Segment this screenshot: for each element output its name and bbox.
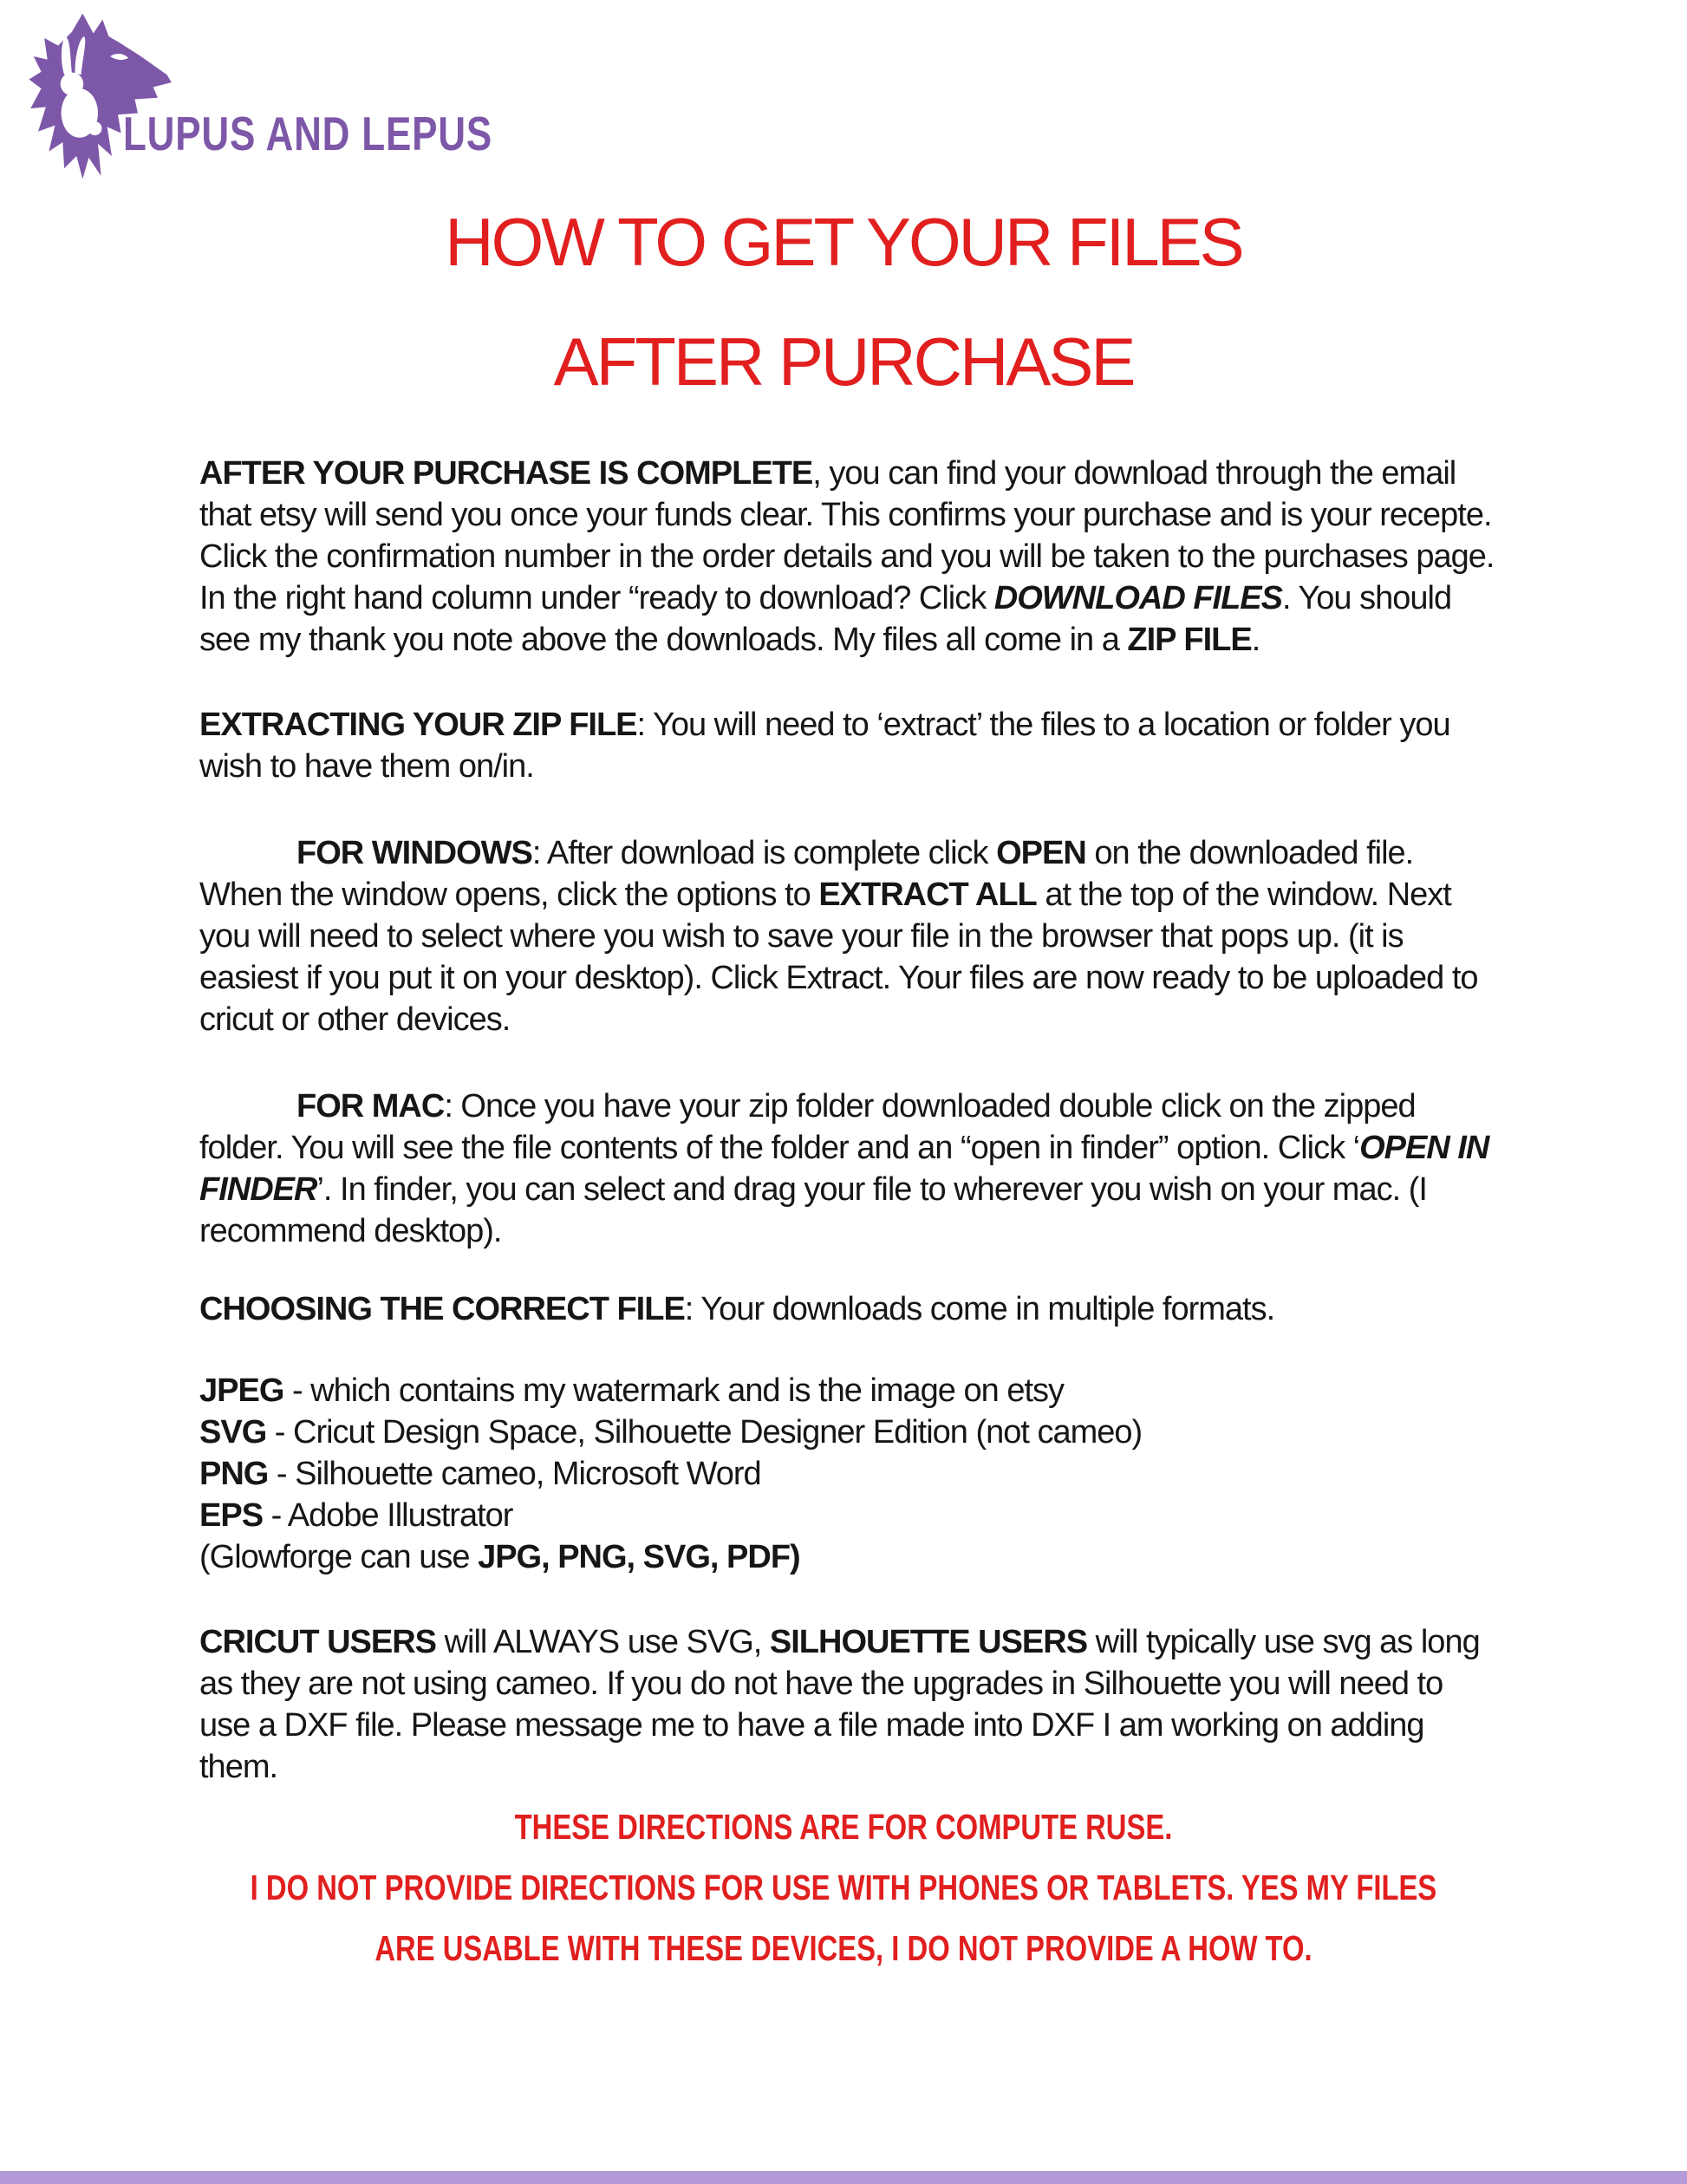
text-run: JPG, PNG, SVG, PDF) [478,1539,800,1575]
title-line-1: HOW TO GET YOUR FILES [445,204,1242,280]
text-run: SVG [199,1414,267,1451]
para-mac [199,1085,1496,1252]
text-run: : You will need to ‘extract’ the files to a location or folder you wish to have them on/in. [199,707,1450,785]
para-cricut-users [199,1621,1496,1788]
para-windows [199,832,1496,1040]
text-run: : Your downloads come in multiple formats. [684,1291,1275,1327]
red-notice-line: THESE DIRECTIONS ARE FOR COMPUTE RUSE. [514,1807,1173,1847]
red-notice [0,1796,1687,1979]
footer-accent-bar [0,2171,1687,2184]
text-run: CRICUT USERS [199,1624,437,1660]
body-paragraphs [199,453,1496,1788]
text-run: - which contains my watermark and is the image on etsy [283,1372,1065,1409]
text-run: , you can find your download through the email that etsy will send you once your funds clear. This confirms your purchase and is your recepte. Click the confirmation number in the order details and you will be taken to the purchases page. In the right hand column under “ready to download? Click [199,455,1495,616]
text-run: : Once you have your zip folder downloaded double click on the zipped folder. You will see the file contents of the folder and an “open in finder” option. Click ‘ [199,1088,1416,1166]
text-run: EXTRACTING YOUR ZIP FILE [199,707,637,743]
format-png [199,1453,1496,1495]
red-notice-line: ARE USABLE WITH THESE DEVICES, I DO NOT PROVIDE A HOW TO. [375,1928,1312,1968]
text-run: OPEN IN FINDER [199,1130,1489,1208]
brand-wordmark: LUPUS AND LEPUS [123,107,492,160]
format-svg [199,1411,1496,1453]
text-run: EPS [199,1497,264,1534]
text-run: OPEN [996,835,1086,871]
text-run: (Glowforge can use [199,1539,479,1575]
para-choosing [199,1288,1496,1330]
text-run: at the top of the window. Next you will need to select where you wish to save your file in the browser that pops up. (it is easiest if you put it on your desktop). Click Extract. Your files are now ready to be uploaded to cricut or other devices. [199,877,1478,1038]
text-run: FOR MAC [296,1088,445,1125]
text-run: . [1251,622,1260,658]
format-jpeg [199,1370,1496,1411]
brand-header [19,7,574,193]
text-run: EXTRACT ALL [818,877,1037,913]
para-extracting [199,704,1496,787]
page-title [0,182,1687,421]
red-notice-line: I DO NOT PROVIDE DIRECTIONS FOR USE WITH PHONES OR TABLETS. YES MY FILES [250,1868,1437,1907]
format-glowforge [199,1536,1496,1578]
text-run: . You should see my thank you note above the downloads. My files all come in a [199,580,1452,658]
text-run: CHOOSING THE CORRECT FILE [199,1291,685,1327]
text-run: ’. In finder, you can select and drag your file to wherever you wish on your mac. (I recommend desktop). [199,1171,1427,1249]
text-run: FOR WINDOWS [296,835,532,871]
text-run: ZIP FILE [1127,622,1252,658]
text-run: will typically use svg as long as they are not using cameo. If you do not have the upgrades in Silhouette you will need to use a DXF file. Please message me to have a file made into DXF I am working on adding them. [199,1624,1480,1785]
title-line-2: AFTER PURCHASE [553,323,1134,400]
text-run: - Silhouette cameo, Microsoft Word [268,1456,761,1492]
text-run: will ALWAYS use SVG, [436,1624,770,1660]
text-run: - Cricut Design Space, Silhouette Designer Edition (not cameo) [266,1414,1143,1451]
text-run: DOWNLOAD FILES [993,580,1282,616]
text-run: on the downloaded file. When the window opens, click the options to [199,835,1414,913]
text-run: AFTER YOUR PURCHASE IS COMPLETE [199,455,813,492]
para-after-purchase [199,453,1496,661]
text-run: PNG [199,1456,269,1492]
text-run: SILHOUETTE USERS [769,1624,1088,1660]
text-run: - Adobe Illustrator [263,1497,513,1534]
text-run: : After download is complete click [531,835,997,871]
format-eps [199,1495,1496,1536]
text-run: JPEG [199,1372,284,1409]
